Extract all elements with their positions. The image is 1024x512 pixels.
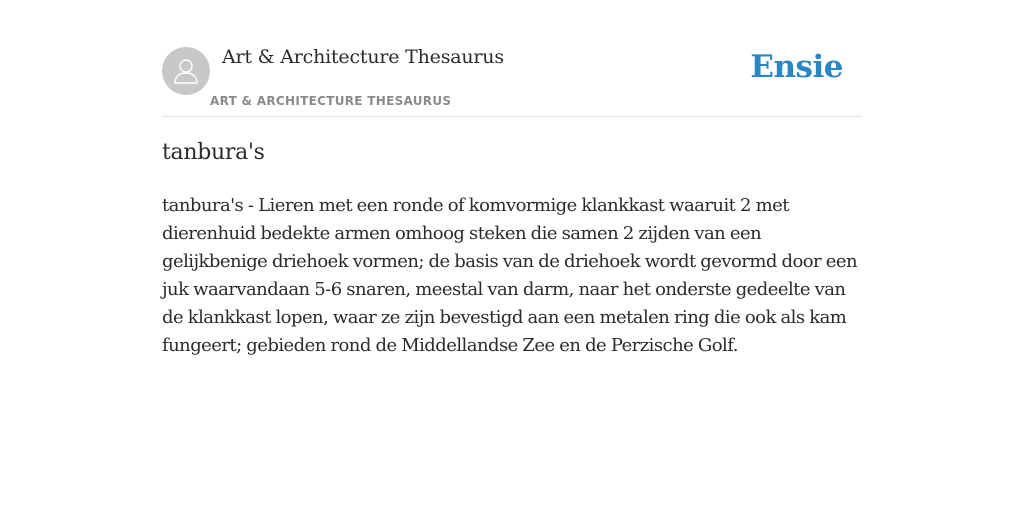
content-container [162, 0, 862, 356]
user-icon [171, 56, 201, 86]
avatar[interactable] [162, 47, 210, 95]
entry-definition: tanbura's - Lieren met een ronde of komvormige klankkast waaruit 2 met dierenhuid bedekte armen omhoog steken die samen 2 zijden van een gelijkbenige driehoek vormen; de basis van de driehoek wordt gevormd door een juk waarvandaan 5-6 snaren, meestal van darm, naar het onderste gedeelte van de klankkast lopen, waar ze zijn bevestigd aan een metalen ring die ook als kam fungeert; gebieden rond de Middellandse Zee en de Perzische Golf. [162, 195, 858, 356]
entry-title: tanbura's [162, 140, 265, 165]
source-title-link[interactable]: Art & Architecture Thesaurus [222, 46, 504, 68]
brand-logo[interactable]: Ensie [750, 49, 843, 85]
source-subtitle: ART & ARCHITECTURE THESAURUS [210, 94, 452, 108]
source-header [162, 0, 862, 117]
